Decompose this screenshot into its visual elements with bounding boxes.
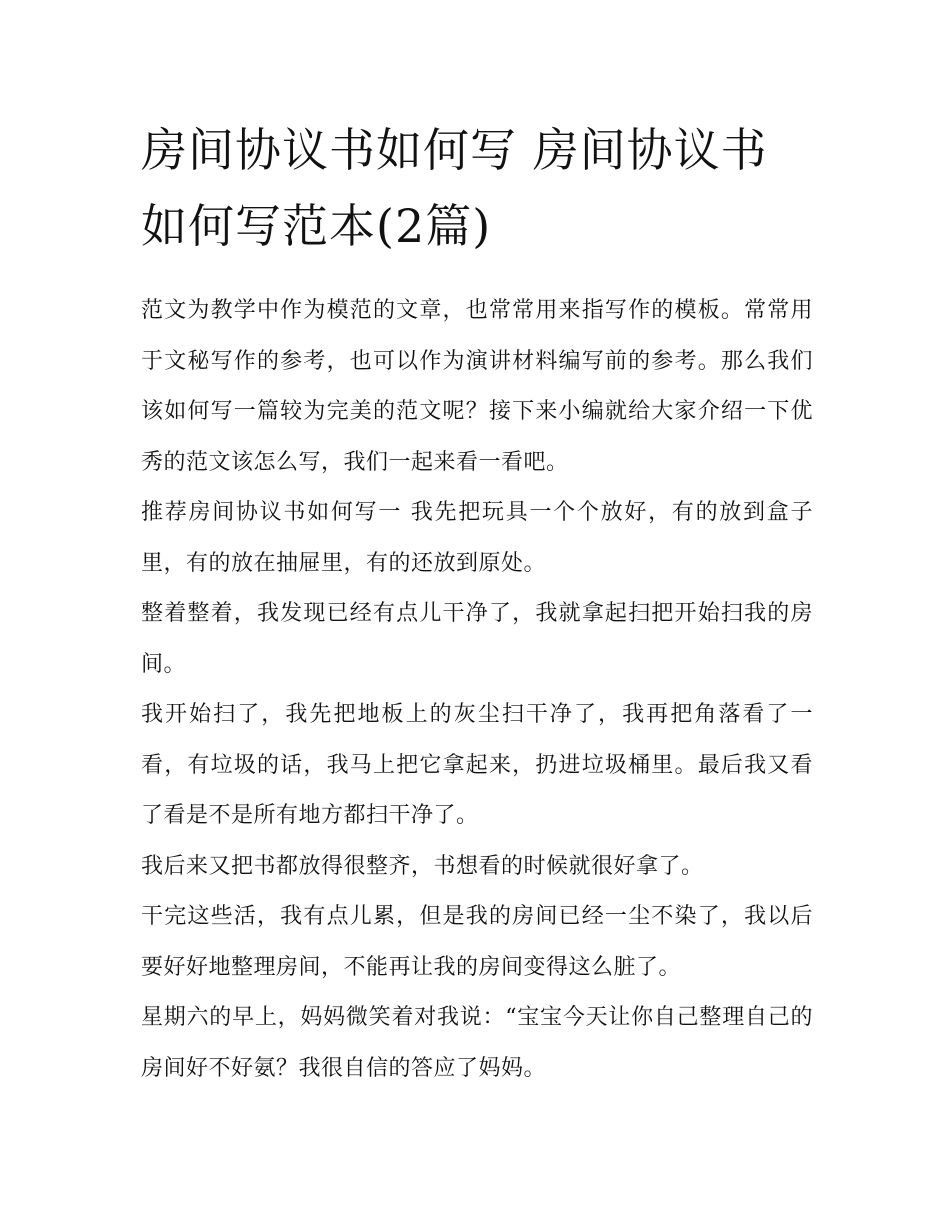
paragraph-intro: 范文为教学中作为模范的文章，也常常用来指写作的模板。常常用于文秘写作的参考，也可以作为演讲材料编写前的参考。那么我们该如何写一篇较为完美的范文呢？接下来小编就给大家介绍一下优秀的范文该怎么写，我们一起来看一看吧。 xyxy=(141,298,813,475)
document-page xyxy=(141,112,813,1094)
paragraph-sweep: 我开始扫了，我先把地板上的灰尘扫干净了，我再把角落看了一看，有垃圾的话，我马上把它拿起来，扔进垃圾桶里。最后我又看了看是不是所有地方都扫干净了。 xyxy=(141,702,813,828)
document-title: 房间协议书如何写 房间协议书如何写范本(2篇) xyxy=(141,123,768,253)
paragraph-clean: 整着整着，我发现已经有点儿干净了，我就拿起扫把开始扫我的房间。 xyxy=(141,601,813,677)
paragraph-books: 我后来又把书都放得很整齐，书想看的时候就很好拿了。 xyxy=(141,853,704,879)
paragraph-done: 干完这些活，我有点儿累，但是我的房间已经一尘不染了，我以后要好好地整理房间，不能再让我的房间变得这么脏了。 xyxy=(141,904,813,980)
paragraph-saturday: 星期六的早上，妈妈微笑着对我说：“宝宝今天让你自己整理自己的房间好不好氨？我很自信的答应了妈妈。 xyxy=(141,1005,813,1081)
paragraph-toys: 推荐房间协议书如何写一 我先把玩具一个个放好，有的放到盒子里，有的放在抽屉里，有的还放到原处。 xyxy=(141,500,813,576)
